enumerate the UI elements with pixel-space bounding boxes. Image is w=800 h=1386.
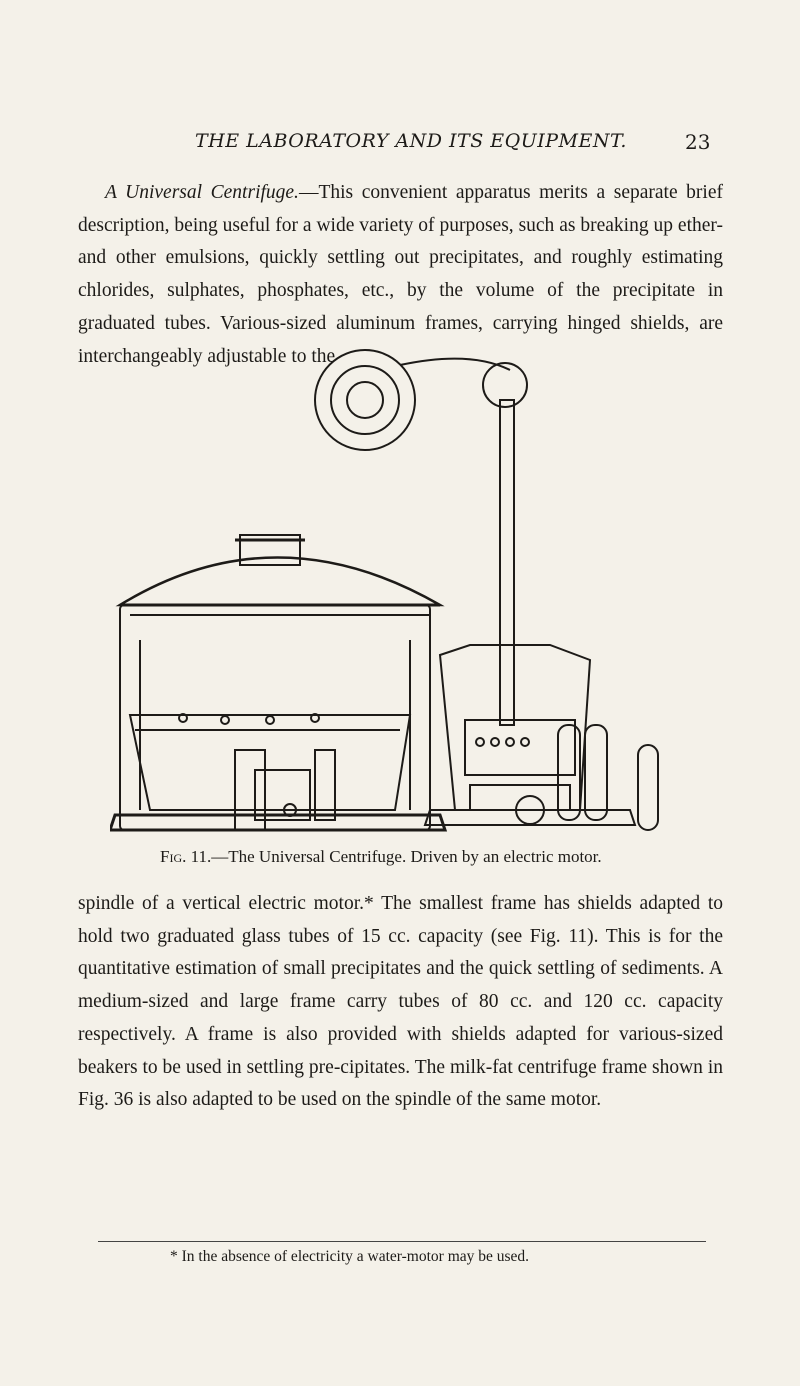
footnote: * In the absence of electricity a water-motor may be used. xyxy=(170,1248,530,1265)
page-number: 23 xyxy=(685,130,711,154)
centrifuge-illustration xyxy=(110,340,670,845)
centrifuge-bowl xyxy=(110,605,445,830)
figure-caption-text: —The Universal Centrifuge. Driven by an electric motor. xyxy=(211,847,602,866)
centrifuge-lid xyxy=(120,535,440,615)
paragraph-2: spindle of a vertical electric motor.* The smallest frame has shields adapted to hold two graduated glass tubes of 15 cc. capacity (see Fig. 11). This is for the quantitative estimation of small precipitates and the quick settling of sediments. A medium-sized and large frame carry tubes of 80 cc. and 120 cc. capacity respectively. A frame is also provided with shields adapted for various-sized beakers to be used in settling pre-cipitates. The milk-fat centrifuge frame shown in Fig. 36 is also adapted to be used on the spindle of the same motor. xyxy=(78,893,723,1111)
figure-caption xyxy=(160,847,660,867)
paragraph-1-body: —This convenient apparatus merits a separate brief description, being useful for a wide variety of purposes, such as breaking up ether- and other emulsions, quickly settling out precipitates, and roughly estimating chlorides, sulphates, phosphates, etc., by the volume of the precipitate in graduated tubes. Various-sized aluminum frames, carrying hinged shields, are interchangeably adjustable to the xyxy=(78,182,723,367)
footnote-rule xyxy=(98,1241,706,1242)
figure-label: Fig. 11. xyxy=(160,847,212,866)
paragraph-lead-title: A Universal Centrifuge. xyxy=(105,182,299,203)
running-head: THE LABORATORY AND ITS EQUIPMENT. xyxy=(195,130,627,152)
motor-frame xyxy=(425,645,635,825)
stand-rod xyxy=(315,350,527,725)
graduated-tubes xyxy=(558,725,658,830)
